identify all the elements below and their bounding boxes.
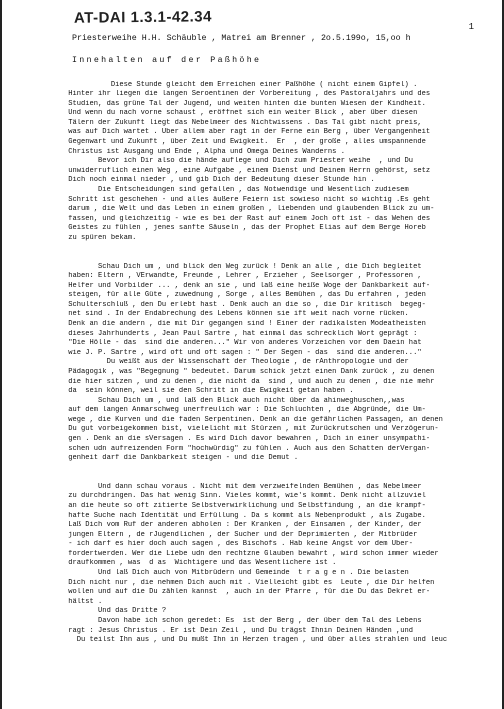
text-line: Und wenn du nach vorne schaust , eröffnet sich ein weiter Blick , aber über diesen (64, 109, 418, 118)
text-line: darum , die Welt und das Leben in einem großen , liebenden und glaubenden Blick zu um- (64, 205, 435, 214)
archive-stamp: AT-DAI 1.3.1-42.34 (73, 8, 213, 27)
text-line: Geistes zu fühlen , jenes sanfte Säuseln , das der Prophet Elias auf dem Berge Horeb (64, 224, 426, 233)
text-line: draufkommen , was d as Wichtigere und das Wesentlichere ist . (64, 559, 337, 568)
text-line: Tälern der Zukunft liegt das Nebelmeer des Nichtwissens . Das Tal gibt nicht preis, (64, 118, 422, 127)
document-title: Innehalten auf der Paßhöhe (72, 56, 262, 65)
text-line: zu spüren bekam. (64, 233, 137, 242)
text-line: - ich darf es hier doch auch sagen , des Bischofs . Hab keine Angst vor dem Über- (64, 540, 414, 549)
text-line: die hier sitzen , und zu denen , die nicht da sind , und auch zu denen , die nie mehr (64, 377, 435, 386)
text-line: unwiderruflich einen Weg , eine Aufgabe , einem Dienst und Deinem Herrn gehörst, setz (64, 166, 431, 175)
text-line: gen . Denk an die sVersagen . Es wird Dich davor bewahren , Dich in einer unsympathi- (64, 434, 431, 443)
text-line: Die Entscheidungen sind gefallen , das Notwendige und Wesentlich zudiesem (64, 185, 409, 194)
page-number: 1 (468, 22, 474, 32)
text-line (64, 243, 504, 253)
text-line: Davon habe ich schon geredet: Es ist der Berg , der über dem Tal des Lebens (64, 616, 422, 625)
text-line: fassen, und gleichzeitig - wie es bei der Rast auf einem Joch oft ist - das Wehen des (64, 214, 431, 223)
text-line: auf dem langen Anmarschweg unerfreulich war : Die Schluchten , die Abgründe, die Um- (64, 406, 426, 415)
text-line: hältst . (64, 597, 103, 606)
text-line: wege , die Kurven und die faden Serpentinen. Denk an die gefährlichen Passagen, an denen (64, 415, 443, 424)
text-line: Pädagogik , was "Begegnung " bedeutet. Darum schick jetzt einen Dank zurück , zu denen (64, 367, 435, 376)
text-line (64, 473, 504, 483)
text-line: dieses Jahrhunderts , Jean Paul Sartre , hat einmal das schrecklich Wort geprägt : (64, 329, 418, 338)
text-line: Du teilst Ihn aus , und Du mußt Ihn in Herzen tragen , und über alles strahlen und leuc (64, 636, 448, 645)
text-line: steigen, für alle Güte , zuwednung , Sorge , alles Bemühen , das Du erfahren , jeden (64, 291, 426, 300)
text-line: jungen Eltern , de rJugendlichen , der Sucher und der Deprimierten , der Mitbrüder (64, 530, 418, 539)
text-line: Hinter ihr liegen die langen Seroentinen der Vorbereitung , des Pastoraljahrs und des (64, 90, 431, 99)
text-line: Studien, das grüne Tal der Jugend, und weiten hinten die bunten Wiesen der Kindheit. (64, 99, 426, 108)
text-line: Und dann schau voraus . Nicht mit dem verzweifelnden Bemühen , das Nebelmeer (64, 482, 422, 491)
text-line: Gegenwart und Zukunft , über Zeit und Ewigkeit. Er , der große , alles umspannende (64, 138, 426, 147)
text-line: da sein können, weil sie den Schritt in die Ewigkeit getan haben . (64, 387, 354, 396)
text-line: Du gut vorbeigekommen bist, vielelicht mit Stürzen , mit Zurückrutschen und Verzögerun- (64, 425, 439, 434)
text-line (64, 464, 504, 474)
text-line: Christus ist Ausgang und Ende , Alpha und Omega Deines Wanderns . (64, 147, 345, 156)
text-line: "Die Hölle - das sind die anderen..." Wir von anderes Vorzeichen vor dem Daein hat (64, 339, 422, 348)
text-line: haben: Eltern , VErwandte, Freunde , Lehrer , Erzieher , Seelsorger , Professoren , (64, 272, 422, 281)
text-line: Schritt ist geschehen - und alles äußere Feiern ist sowieso nicht so wichtig .Es geht (64, 195, 431, 204)
text-line: Dich nicht nur , die nehmen Dich auch mit . Vielleicht gibt es Leute , die Dir helfen (64, 578, 435, 587)
text-line: Und laß Dich auch von Mitbrüdern und Gemeinde t r a g e n . Die belasten (64, 569, 409, 578)
text-line: ragt : Jesus Christus . Er ist Dein Zeil , und Du trägst Ihnin Deinen Händen ,und (64, 626, 414, 635)
document-header: Priesterweihe H.H. Schäuble , Matrei am Brenner , 2o.5.199o, 15,oo h (72, 34, 411, 43)
text-line: Laß Dich vom Ruf der anderen abholen : Der Kranken , der Einsamen , der Kinder, der (64, 521, 422, 530)
body-text (64, 71, 504, 646)
text-line: wollen und auf die Du zählen kannst , auch in der Pfarre , für die Du das Dekret er- (64, 588, 431, 597)
text-line: Helfer und Vorbilder ... , denk an sie , und laß eine heiße Woge der Dankbarkeit auf- (64, 281, 431, 290)
text-line: Denk an die andern , die mit Dir gegangen sind ! Einer der radikalsten Modeatheisten (64, 320, 426, 329)
text-line: was auf Dich wartet . Über allem aber ragt in der Ferne ein Berg , über Vergangenheit (64, 128, 431, 137)
text-line: fordertwerden. Wer die Liebe udn den rechtzne Glauben bewahrt , wird schon immer wieder (64, 549, 439, 558)
text-line: Schau Dich um , und laß den Blick auch nicht über da ahinweghuschen,,was (64, 396, 405, 405)
text-line: an die heute so oft zitierte Selbstverwirklichung und Selbstfindung , an die krampf- (64, 502, 426, 511)
text-line: zu durchdringen. Das hat wenig Sinn. Vieles kommt, wie's kommt. Denk nicht allzuviel (64, 492, 426, 501)
text-line (64, 71, 504, 81)
text-line: Schulterschluß , den Du erlebt hast . Denk auch an die so , die Dir kritisch begeg- (64, 300, 426, 309)
text-line: schen udn aufreizenden Form "hochwürdig" zu fühlen . Auch aus den Schatten derVergan- (64, 444, 431, 453)
text-line: Schau Dich um , und blick den Weg zurück ! Denk an alle , die Dich begleitet (64, 262, 422, 271)
text-line: net sind . In der Endabrechung des Lebens können sie ift weit nach vorne rücken. (64, 310, 409, 319)
text-line: hafte Suche nach Identität und Erfüllung . Da s kommt als Nebenprodukt , als Zugabe. (64, 511, 426, 520)
text-line: Bevor ich Dir also die hände auflege und Dich zum Priester weihe , und Du (64, 157, 414, 166)
text-line: Du weißt aus der Wissenschaft der Theologie , de rAnthropologie und der (64, 358, 409, 367)
text-line: Diese Stunde gleicht dem Erreichen einer Paßhöhe ( nicht einem Gipfel) . (64, 80, 418, 89)
text-line: Dich noch einmal nieder , und gib Dich der Bedeutung dieser Stunde hin . (64, 176, 375, 185)
text-line (64, 253, 504, 263)
text-line: Und das Dritte ? (64, 607, 167, 616)
text-line: genheit darf die Dankbarkeit steigen - und die Demut . (64, 454, 299, 463)
text-line: wie J. P. Sartre , wird oft und oft sagen : " Der Segen - das sind die anderen..." (64, 348, 422, 357)
